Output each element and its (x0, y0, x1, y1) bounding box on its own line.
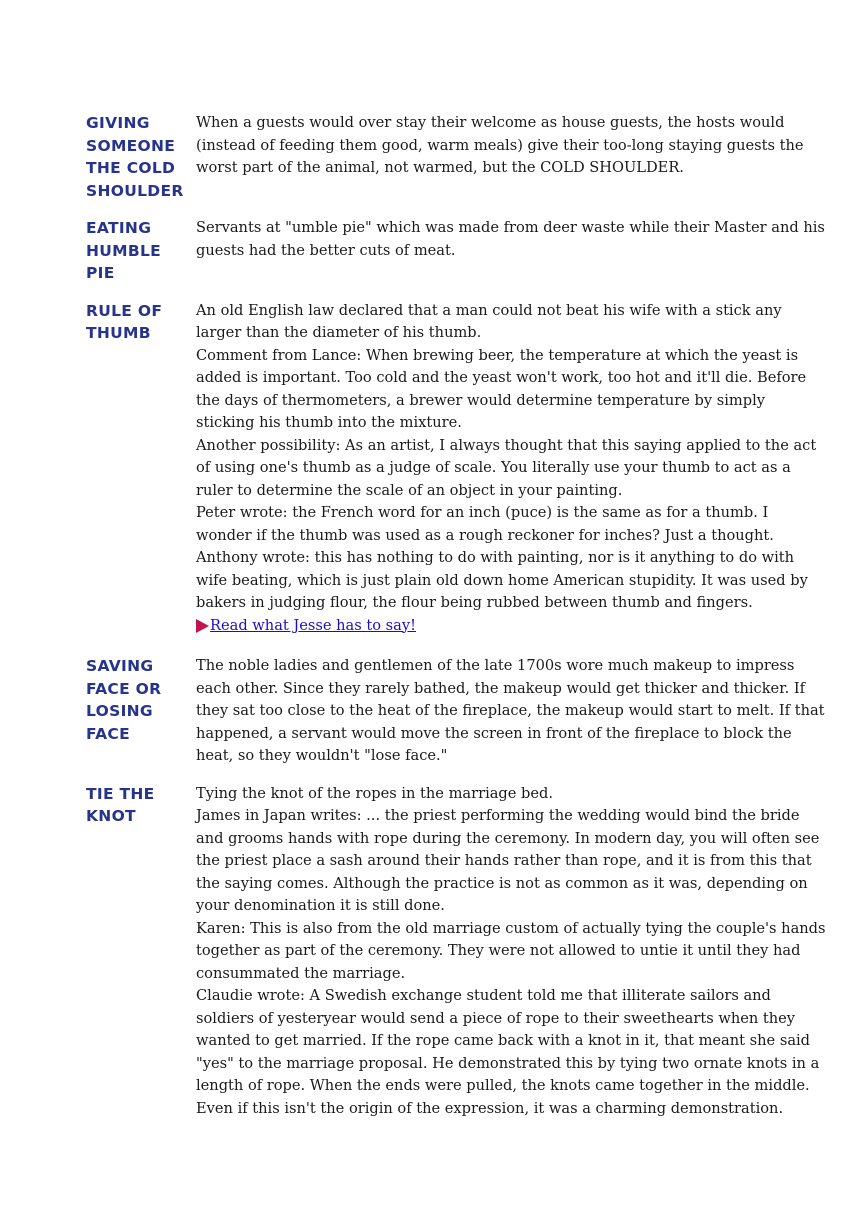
definition-paragraph: The noble ladies and gentlemen of the late 1700s wore much makeup to impress each other. Since they rarely bathed, the makeup would get thicker and thicker. If they sat too close to the heat of the fireplace, the makeup would start to melt. If that happened, a servant would move the screen in front of the fireplace to block the heat, so they wouldn't "lose face." (196, 657, 825, 765)
term-line: THE COLD (86, 159, 176, 177)
phrase-term (86, 217, 196, 285)
term-line: PIE (86, 264, 115, 282)
definition-paragraph: Another possibility: As an artist, I always thought that this saying applied to the act of using one's thumb as a judge of scale. You literally use your thumb to act as a ruler to determine the scale of an object in your painting. (196, 436, 817, 499)
phrase-entry-tie-the-knot (86, 783, 826, 1121)
phrase-definition (196, 300, 826, 641)
term-line: SAVING (86, 657, 154, 676)
term-line: LOSING (86, 702, 153, 721)
phrase-entry-saving-face (86, 655, 826, 768)
phrase-entry-humble-pie (86, 217, 826, 285)
term-line: TIE THE (86, 784, 155, 803)
definition-paragraph: Servants at "umble pie" which was made from deer waste while their Master and his guests had the better cuts of meat. (196, 219, 825, 259)
term-line: RULE OF (86, 301, 163, 320)
phrase-entry-cold-shoulder (86, 112, 826, 202)
term-line: KNOT (86, 807, 136, 826)
definition-paragraph: Anthony wrote: this has nothing to do with painting, nor is it anything to do with wife beating, which is just plain old down home American stupidity. It was used by bakers in judging flour, the flour being rubbed between thumb and fingers. (196, 549, 808, 611)
term-line: THUMB (86, 324, 151, 342)
definition-paragraph: When a guests would over stay their welcome as house guests, the hosts would (instead of feeding them good, warm meals) give their too-long staying guests the worst part of the animal, not warmed, but the COLD SHOULDER. (196, 114, 804, 176)
phrase-definition (196, 217, 826, 262)
definition-paragraph: Karen: This is also from the old marriage custom of actually tying the couple's hands together as part of the ceremony. They were not allowed to untie it until they had consummated the marriage. (196, 919, 826, 982)
phrase-list (86, 112, 826, 1135)
phrase-term (86, 300, 196, 345)
term-line: FACE OR (86, 679, 162, 698)
term-line: HUMBLE (86, 241, 162, 260)
phrase-entry-rule-of-thumb (86, 300, 826, 641)
definition-paragraph: An old English law declared that a man could not beat his wife with a stick any larger than the diameter of his thumb. (196, 301, 782, 341)
term-line: EATING (86, 219, 152, 237)
term-line: FACE (86, 724, 130, 743)
phrase-term (86, 112, 196, 202)
phrase-definition (196, 112, 826, 180)
phrase-term (86, 783, 196, 828)
right-triangle-arrow-icon (196, 619, 209, 633)
read-more-link-row[interactable] (196, 615, 416, 638)
phrase-definition (196, 655, 826, 768)
phrase-term (86, 655, 196, 745)
definition-paragraph: James in Japan writes: ... the priest performing the wedding would bind the bride and grooms hands with rope during the ceremony. In modern day, you will often see the priest place a sash around their hands rather than rope, and it is from this that the saying comes. Although the practice is not as common as it was, depending on your denomination it is still done. (196, 807, 820, 915)
definition-paragraph: Tying the knot of the ropes in the marriage bed. (196, 784, 554, 802)
term-line: SOMEONE (86, 136, 176, 155)
term-line: GIVING (86, 114, 150, 132)
term-line: SHOULDER (86, 181, 184, 200)
definition-paragraph: Comment from Lance: When brewing beer, the temperature at which the yeast is added is important. Too cold and the yeast won't work, too hot and it'll die. Before the days of thermometers, a brewer would determine temperature by simply sticking his thumb into the mixture. (196, 346, 807, 431)
definition-paragraph: Claudie wrote: A Swedish exchange student told me that illiterate sailors and soldiers of yesteryear would send a piece of rope to their sweethearts when they wanted to get married. If the rope came back with a knot in it, that meant she said "yes" to the marriage proposal. He demonstrated this by tying two ornate knots in a length of rope. When the ends were pulled, the knots came together in the middle. Even if this isn't the origin of the expression, it was a charming demonstration. (196, 987, 820, 1117)
definition-paragraph: Peter wrote: the French word for an inch (puce) is the same as for a thumb. I wonder if the thumb was used as a rough reckoner for inches? Just a thought. (196, 504, 774, 544)
read-more-link[interactable]: Read what Jesse has to say! (210, 616, 416, 634)
phrase-definition (196, 783, 826, 1121)
